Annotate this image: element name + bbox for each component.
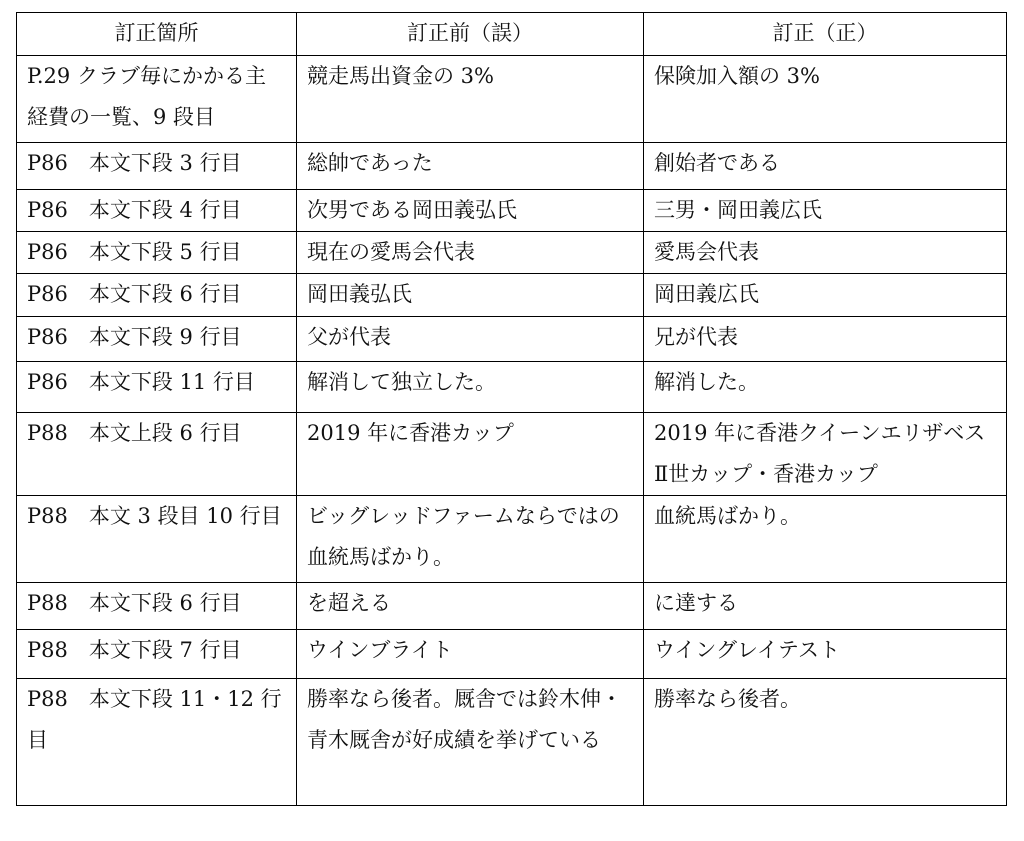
cell-before: 2019 年に香港カップ [297,413,644,496]
cell-before: 総帥であった [297,143,644,190]
header-after: 訂正（正） [644,13,1007,56]
table-row [17,274,1007,317]
cell-after: 解消した。 [644,362,1007,413]
cell-after: 兄が代表 [644,317,1007,362]
cell-location: P.29 クラブ毎にかかる主経費の一覧、9 段目 [17,56,297,143]
cell-location: P86 本文下段 6 行目 [17,274,297,317]
table-row [17,232,1007,274]
table-row [17,679,1007,806]
cell-before: 解消して独立した。 [297,362,644,413]
cell-before: を超える [297,583,644,630]
cell-after: 保険加入額の 3% [644,56,1007,143]
cell-location: P88 本文下段 11・12 行目 [17,679,297,806]
cell-before: 現在の愛馬会代表 [297,232,644,274]
cell-location: P86 本文下段 11 行目 [17,362,297,413]
cell-after: 勝率なら後者。 [644,679,1007,806]
cell-before: 勝率なら後者。厩舎では鈴木伸・青木厩舎が好成績を挙げている [297,679,644,806]
header-location: 訂正箇所 [17,13,297,56]
table-row [17,143,1007,190]
table-row [17,630,1007,679]
table-row [17,413,1007,496]
header-row [17,13,1007,56]
table-row [17,362,1007,413]
cell-before: 岡田義弘氏 [297,274,644,317]
table-row [17,496,1007,583]
errata-table [16,12,1007,806]
cell-after: 愛馬会代表 [644,232,1007,274]
table-row [17,56,1007,143]
cell-after: 三男・岡田義広氏 [644,190,1007,232]
cell-location: P86 本文下段 3 行目 [17,143,297,190]
cell-after: 血統馬ばかり。 [644,496,1007,583]
cell-before: 競走馬出資金の 3% [297,56,644,143]
cell-before: 次男である岡田義弘氏 [297,190,644,232]
cell-location: P88 本文下段 6 行目 [17,583,297,630]
cell-before: ビッグレッドファームならではの血統馬ばかり。 [297,496,644,583]
cell-after: に達する [644,583,1007,630]
cell-after: 創始者である [644,143,1007,190]
cell-location: P86 本文下段 5 行目 [17,232,297,274]
cell-after: 岡田義広氏 [644,274,1007,317]
cell-location: P88 本文上段 6 行目 [17,413,297,496]
table-row [17,583,1007,630]
table-row [17,190,1007,232]
cell-after: ウイングレイテスト [644,630,1007,679]
cell-location: P86 本文下段 9 行目 [17,317,297,362]
cell-location: P88 本文 3 段目 10 行目 [17,496,297,583]
cell-before: 父が代表 [297,317,644,362]
cell-location: P86 本文下段 4 行目 [17,190,297,232]
header-before: 訂正前（誤） [297,13,644,56]
table-row [17,317,1007,362]
cell-after: 2019 年に香港クイーンエリザベスⅡ世カップ・香港カップ [644,413,1007,496]
cell-location: P88 本文下段 7 行目 [17,630,297,679]
cell-before: ウインブライト [297,630,644,679]
